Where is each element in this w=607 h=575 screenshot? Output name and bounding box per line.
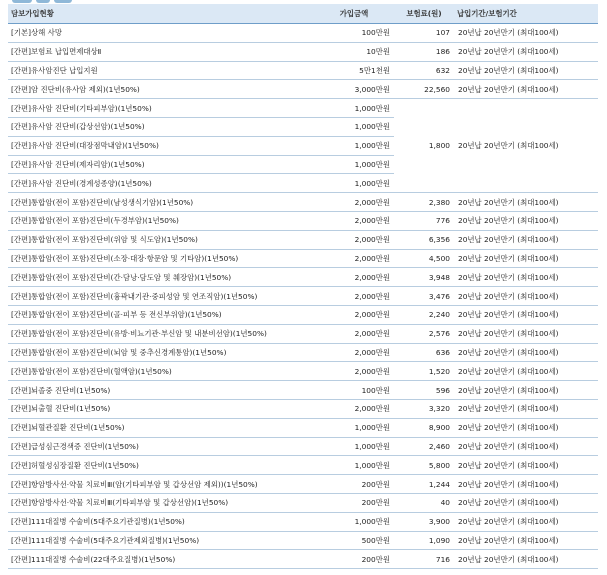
table-row: [8, 418, 598, 437]
coverage-period-cell: 20년납 20년만기 (최대100세): [454, 456, 598, 475]
coverage-premium-cell: 1,090: [394, 531, 454, 550]
coverage-premium-cell: 107: [394, 24, 454, 43]
coverage-amount-cell: 2,000만원: [314, 193, 394, 212]
coverage-period-cell: 20년납 20년만기 (최대100세): [454, 42, 598, 61]
table-row: [8, 42, 598, 61]
coverage-premium-cell: 2,240: [394, 305, 454, 324]
coverage-name-cell: [간편]통합암(전이 포함)진단비(두경부암)(1년50%): [8, 211, 314, 230]
coverage-name-cell: [간편]유사암 진단비(갑상선암)(1년50%): [8, 117, 314, 136]
coverage-premium-cell: 1,244: [394, 475, 454, 494]
table-row: [8, 531, 598, 550]
coverage-amount-cell: 100만원: [314, 381, 394, 400]
table-row: [8, 211, 598, 230]
coverage-table-header: [8, 4, 598, 24]
coverage-premium-cell: 22,560: [394, 80, 454, 99]
header-period: 납입기간/보험기간: [454, 4, 598, 24]
coverage-period-cell: 20년납 20년만기 (최대100세): [454, 287, 598, 306]
coverage-amount-cell: 200만원: [314, 493, 394, 512]
table-row: [8, 475, 598, 494]
coverage-period-cell: 20년납 20년만기 (최대100세): [454, 99, 598, 193]
coverage-period-cell: 20년납 20년만기 (최대100세): [454, 399, 598, 418]
coverage-premium-cell: 40: [394, 493, 454, 512]
coverage-amount-cell: 1,000만원: [314, 117, 394, 136]
table-row: [8, 456, 598, 475]
coverage-amount-cell: 3,000만원: [314, 80, 394, 99]
coverage-name-cell: [간편]통합암(전이 포함)진단비(위암 및 식도암)(1년50%): [8, 230, 314, 249]
coverage-amount-cell: 500만원: [314, 531, 394, 550]
table-row: [8, 362, 598, 381]
coverage-amount-cell: 2,000만원: [314, 305, 394, 324]
coverage-period-cell: 20년납 20년만기 (최대100세): [454, 249, 598, 268]
table-row: [8, 230, 598, 249]
coverage-name-cell: [간편]111대질병 수술비(5대주요기관제외질병)(1년50%): [8, 531, 314, 550]
coverage-period-cell: 20년납 20년만기 (최대100세): [454, 230, 598, 249]
coverage-premium-cell: 776: [394, 211, 454, 230]
table-row: [8, 305, 598, 324]
table-row: [8, 80, 598, 99]
coverage-premium-cell: 2,576: [394, 324, 454, 343]
coverage-premium-cell: 716: [394, 550, 454, 569]
table-row: [8, 249, 598, 268]
coverage-premium-cell: 1,520: [394, 362, 454, 381]
coverage-amount-cell: 1,000만원: [314, 99, 394, 118]
coverage-period-cell: 20년납 20년만기 (최대100세): [454, 418, 598, 437]
coverage-name-cell: [간편]통합암(전이 포함)진단비(남성생식기암)(1년50%): [8, 193, 314, 212]
coverage-amount-cell: 2,000만원: [314, 343, 394, 362]
table-row: [8, 61, 598, 80]
coverage-name-cell: [간편]유사암진단 납입지원: [8, 61, 314, 80]
coverage-amount-cell: 100만원: [314, 24, 394, 43]
table-row: [8, 324, 598, 343]
table-row: [8, 24, 598, 43]
coverage-amount-cell: 2,000만원: [314, 362, 394, 381]
coverage-name-cell: [간편]허혈성심장질환 진단비(1년50%): [8, 456, 314, 475]
table-row: [8, 437, 598, 456]
coverage-amount-cell: 1,000만원: [314, 437, 394, 456]
coverage-premium-cell: 632: [394, 61, 454, 80]
coverage-name-cell: [간편]유사암 진단비(제자리암)(1년50%): [8, 155, 314, 174]
table-row: [8, 287, 598, 306]
coverage-amount-cell: 200만원: [314, 550, 394, 569]
coverage-name-cell: [간편]항암방사선·약물 치료비Ⅲ(암(기타피부암 및 갑상선암 제외))(1년50%): [8, 475, 314, 494]
coverage-premium-cell: 4,500: [394, 249, 454, 268]
coverage-name-cell: [간편]유사암 진단비(기타피부암)(1년50%): [8, 99, 314, 118]
coverage-amount-cell: 10만원: [314, 42, 394, 61]
coverage-premium-cell: 596: [394, 381, 454, 400]
coverage-period-cell: 20년납 20년만기 (최대100세): [454, 211, 598, 230]
coverage-name-cell: [간편]항암방사선·약물 치료비Ⅲ(기타피부암 및 갑상선암)(1년50%): [8, 493, 314, 512]
header-amount: 가입금액: [314, 4, 394, 24]
table-row: [8, 99, 598, 118]
coverage-name-cell: [간편]보험료 납입면제대상Ⅱ: [8, 42, 314, 61]
coverage-name-cell: [간편]유사암 진단비(경계성종양)(1년50%): [8, 174, 314, 193]
coverage-period-cell: 20년납 20년만기 (최대100세): [454, 305, 598, 324]
coverage-name-cell: [간편]유사암 진단비(대장점막내암)(1년50%): [8, 136, 314, 155]
coverage-name-cell: [간편]111대질병 수술비(5대주요기관질병)(1년50%): [8, 512, 314, 531]
coverage-period-cell: 20년납 20년만기 (최대100세): [454, 193, 598, 212]
coverage-amount-cell: 1,000만원: [314, 418, 394, 437]
coverage-period-cell: 20년납 20년만기 (최대100세): [454, 61, 598, 80]
coverage-name-cell: [간편]암 진단비(유사암 제외)(1년50%): [8, 80, 314, 99]
coverage-period-cell: 20년납 20년만기 (최대100세): [454, 324, 598, 343]
coverage-premium-cell: 5,800: [394, 456, 454, 475]
table-row: [8, 343, 598, 362]
table-row: [8, 268, 598, 287]
coverage-period-cell: 20년납 20년만기 (최대100세): [454, 531, 598, 550]
coverage-amount-cell: 2,000만원: [314, 287, 394, 306]
table-row: [8, 493, 598, 512]
coverage-amount-cell: 200만원: [314, 475, 394, 494]
coverage-name-cell: [간편]통합암(전이 포함)진단비(뇌암 및 중추신경계통암)(1년50%): [8, 343, 314, 362]
coverage-amount-cell: 1,000만원: [314, 512, 394, 531]
coverage-name-cell: [간편]뇌졸중 진단비(1년50%): [8, 381, 314, 400]
table-row: [8, 193, 598, 212]
coverage-name-cell: [간편]통합암(전이 포함)진단비(혈액암)(1년50%): [8, 362, 314, 381]
coverage-period-cell: 20년납 20년만기 (최대100세): [454, 80, 598, 99]
coverage-name-cell: [간편]통합암(전이 포함)진단비(소장·대장·항문암 및 기타암)(1년50%): [8, 249, 314, 268]
coverage-name-cell: [간편]뇌혈관질환 진단비(1년50%): [8, 418, 314, 437]
coverage-period-cell: 20년납 20년만기 (최대100세): [454, 475, 598, 494]
header-coverage-name: 담보가입현황: [8, 4, 314, 24]
header-premium: 보험료(원): [394, 4, 454, 24]
coverage-amount-cell: 2,000만원: [314, 268, 394, 287]
coverage-amount-cell: 5만1천원: [314, 61, 394, 80]
coverage-period-cell: 20년납 20년만기 (최대100세): [454, 512, 598, 531]
coverage-name-cell: [기본]상해 사망: [8, 24, 314, 43]
coverage-amount-cell: 2,000만원: [314, 249, 394, 268]
coverage-amount-cell: 2,000만원: [314, 211, 394, 230]
top-banner-strip: [0, 0, 607, 3]
coverage-premium-cell: 3,320: [394, 399, 454, 418]
coverage-table-body: [8, 24, 598, 569]
table-row: [8, 381, 598, 400]
coverage-period-cell: 20년납 20년만기 (최대100세): [454, 343, 598, 362]
coverage-amount-cell: 1,000만원: [314, 155, 394, 174]
coverage-amount-cell: 1,000만원: [314, 174, 394, 193]
coverage-name-cell: [간편]통합암(전이 포함)진단비(흉곽내기관·중피성암 및 연조직암)(1년50%): [8, 287, 314, 306]
coverage-period-cell: 20년납 20년만기 (최대100세): [454, 493, 598, 512]
coverage-name-cell: [간편]통합암(전이 포함)진단비(간·담낭·담도암 및 췌장암)(1년50%): [8, 268, 314, 287]
coverage-amount-cell: 2,000만원: [314, 324, 394, 343]
coverage-name-cell: [간편]통합암(전이 포함)진단비(골·피부 등 전신부위암)(1년50%): [8, 305, 314, 324]
coverage-period-cell: 20년납 20년만기 (최대100세): [454, 437, 598, 456]
coverage-premium-cell: 636: [394, 343, 454, 362]
coverage-amount-cell: 1,000만원: [314, 456, 394, 475]
coverage-premium-cell: 6,356: [394, 230, 454, 249]
coverage-premium-cell: 8,900: [394, 418, 454, 437]
table-row: [8, 399, 598, 418]
coverage-table: [8, 4, 598, 569]
coverage-premium-cell: 3,900: [394, 512, 454, 531]
coverage-period-cell: 20년납 20년만기 (최대100세): [454, 381, 598, 400]
coverage-amount-cell: 2,000만원: [314, 230, 394, 249]
coverage-period-cell: 20년납 20년만기 (최대100세): [454, 362, 598, 381]
coverage-premium-cell: 186: [394, 42, 454, 61]
coverage-premium-cell: 2,380: [394, 193, 454, 212]
coverage-name-cell: [간편]111대질병 수술비(22대주요질병)(1년50%): [8, 550, 314, 569]
coverage-period-cell: 20년납 20년만기 (최대100세): [454, 24, 598, 43]
coverage-period-cell: 20년납 20년만기 (최대100세): [454, 550, 598, 569]
coverage-amount-cell: 1,000만원: [314, 136, 394, 155]
coverage-name-cell: [간편]통합암(전이 포함)진단비(유방·비뇨기관·부신암 및 내분비선암)(1년50%): [8, 324, 314, 343]
coverage-amount-cell: 2,000만원: [314, 399, 394, 418]
coverage-period-cell: 20년납 20년만기 (최대100세): [454, 268, 598, 287]
coverage-premium-cell: 3,948: [394, 268, 454, 287]
coverage-premium-cell: 1,800: [394, 99, 454, 193]
coverage-premium-cell: 2,460: [394, 437, 454, 456]
coverage-premium-cell: 3,476: [394, 287, 454, 306]
table-row: [8, 550, 598, 569]
coverage-name-cell: [간편]급성심근경색증 진단비(1년50%): [8, 437, 314, 456]
table-row: [8, 512, 598, 531]
coverage-name-cell: [간편]뇌출혈 진단비(1년50%): [8, 399, 314, 418]
